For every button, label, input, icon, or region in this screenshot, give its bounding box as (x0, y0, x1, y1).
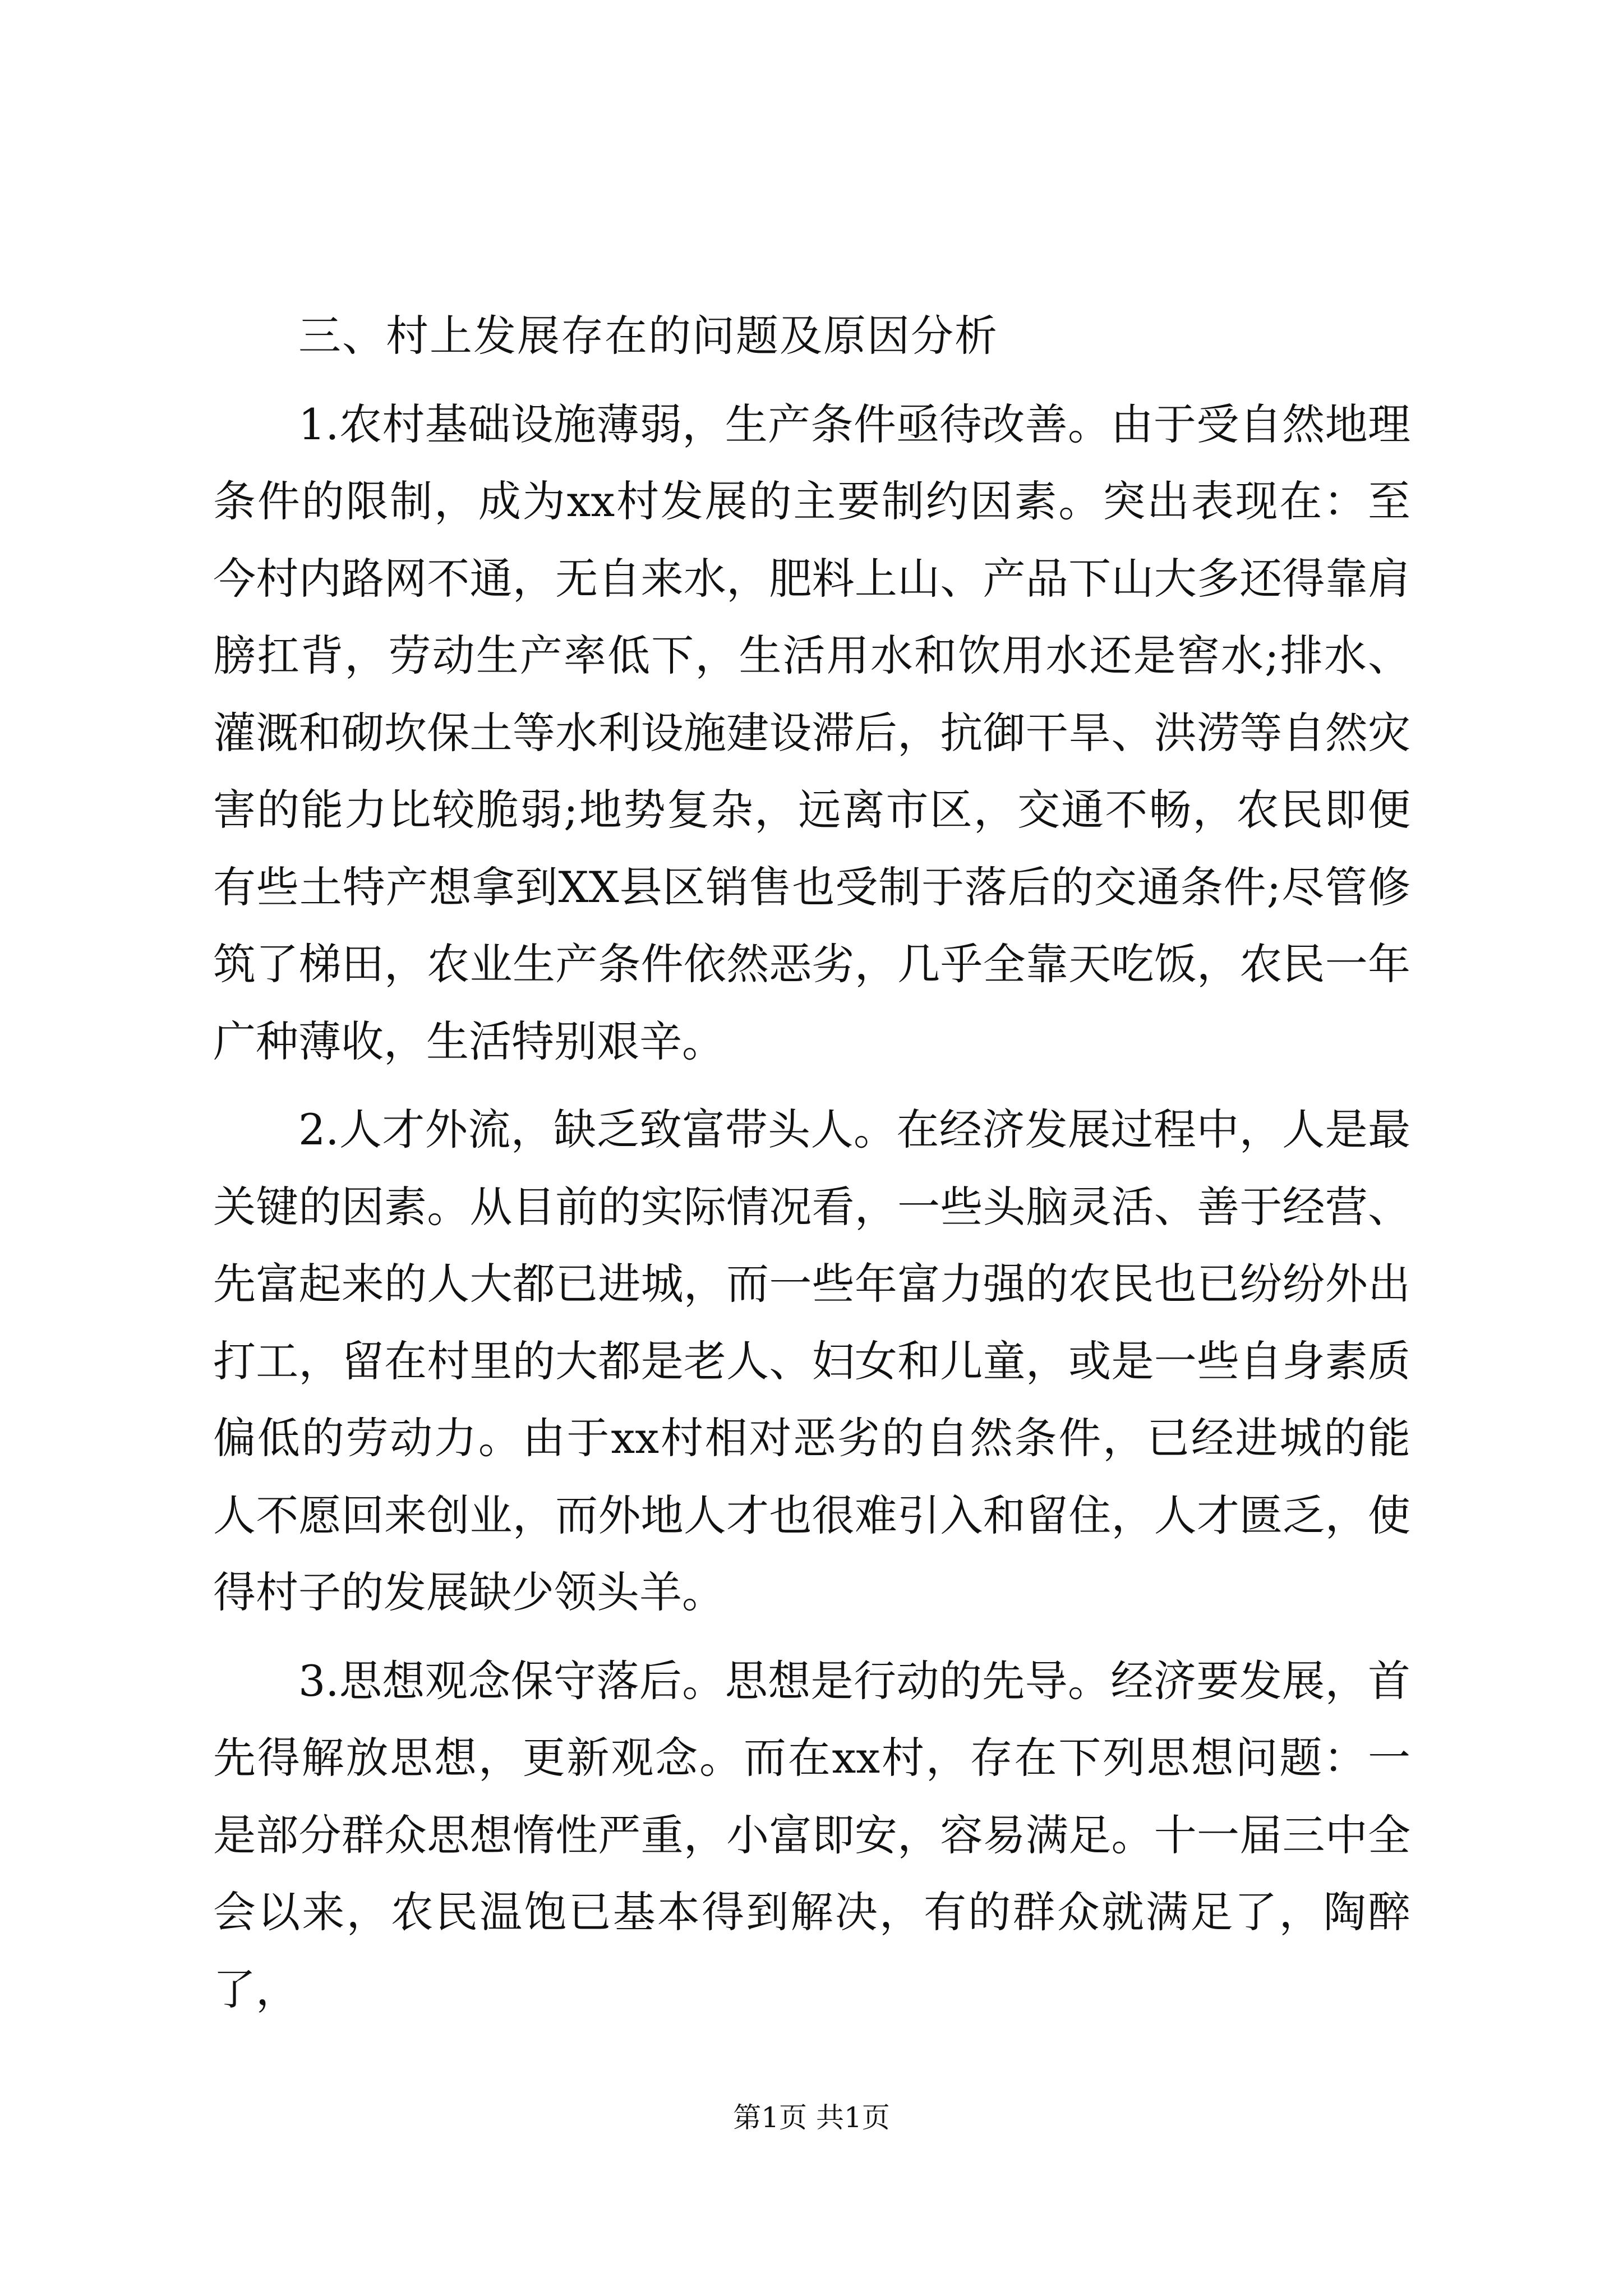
paragraph-3: 3.思想观念保守落后。思想是行动的先导。经济要发展，首先得解放思想，更新观念。而在xx村，存在下列思想问题：一是部分群众思想惰性严重，小富即安，容易满足。十一届三中全会以来，农民温饱已基本得到解决，有的群众就满足了，陶醉了， (213, 1655, 1410, 2014)
document-body (213, 297, 1410, 2028)
paragraph-1: 1.农村基础设施薄弱，生产条件亟待改善。由于受自然地理条件的限制，成为xx村发展的主要制约因素。突出表现在：至今村内路网不通，无自来水，肥料上山、产品下山大多还得靠肩膀扛背，劳动生产率低下，生活用水和饮用水还是窖水;排水、灌溉和砌坎保土等水利设施建设滞后，抗御干旱、洪涝等自然灾害的能力比较脆弱;地势复杂，远离市区，交通不畅，农民即便有些土特产想拿到XX县区销售也受制于落后的交通条件;尽管修筑了梯田，农业生产条件依然恶劣，几乎全靠天吃饭，农民一年广种薄收，生活特别艰辛。 (213, 399, 1410, 1066)
section-heading: 三、村上发展存在的问题及原因分析 (298, 311, 998, 361)
page-footer (0, 2101, 1623, 2134)
paragraph-2: 2.人才外流，缺乏致富带头人。在经济发展过程中，人是最关键的因素。从目前的实际情况看，一些头脑灵活、善于经营、先富起来的人大都已进城，而一些年富力强的农民也已纷纷外出打工，留在村里的大都是老人、妇女和儿童，或是一些自身素质偏低的劳动力。由于xx村相对恶劣的自然条件，已经进城的能人不愿回来创业，而外地人才也很难引入和留住，人才匮乏，使得村子的发展缺少领头羊。 (213, 1105, 1410, 1617)
page-number-label: 第1页 共1页 (733, 2101, 890, 2134)
